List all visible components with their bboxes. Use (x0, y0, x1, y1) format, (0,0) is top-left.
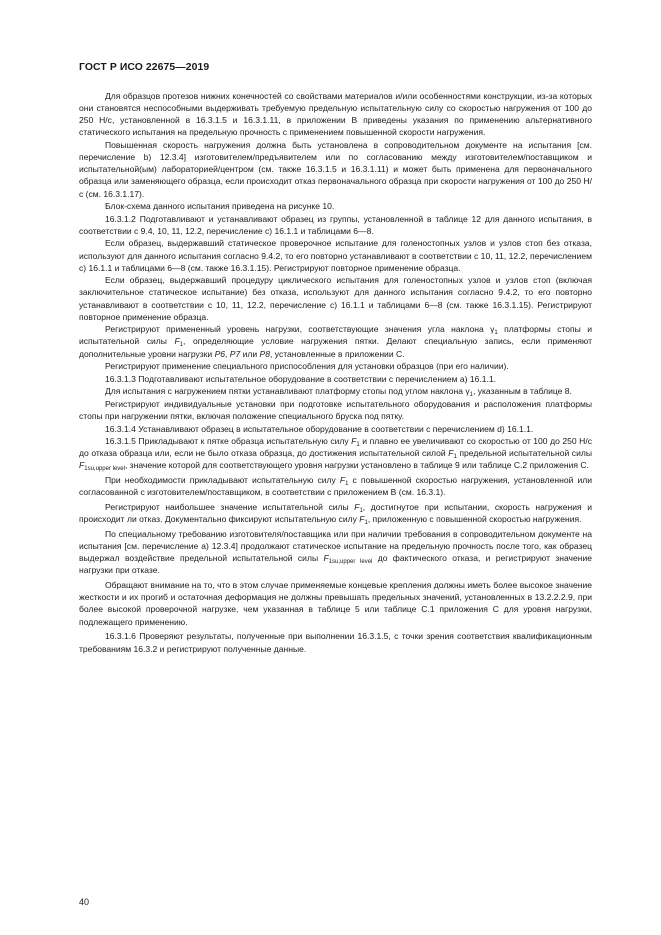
paragraph-16-3-1-4: 16.3.1.4 Устанавливают образец в испытательное оборудование в соответствии с перечислением d) 16.1.1. (105, 423, 534, 434)
paragraph-flowchart-ref: Блок-схема данного испытания приведена на рисунке 10. (105, 201, 335, 212)
paragraph-heel-platform-angle: Для испытания с нагружением пятки устанавливают платформу стопы под углом наклона $\gamma_1$, указанным в таблице 8. (105, 386, 572, 399)
paragraph-continue-to-failure: По специальному требованию изготовителя/поставщика или при наличии требования в сопроводительном документе на испытания [см. перечисление а) 12.3.4] продолжают статическое испытание на предельную прочность после того, как образец выдержал воздействие предельной испытательной силы $F_{1su,upper level}$ до фактического отказа, и регистрируют значение нагрузки при отказе. (79, 528, 592, 576)
paragraph-individual-settings: Регистрируют индивидуальные установки при подготовке испытательного оборудования и расположения платформы стопы при нагружении пятки, включая положение специального бруска под пятку. (79, 398, 592, 421)
paragraph-record-max-force: Регистрируют наибольшее значение испытательной силы $F_1$, достигнутое при испытании, скорость нагружения и происходит ли отказ. Документально фиксируют испытательную силу $F_1$, приложенную с повышенной скоростью нагружения. (79, 502, 593, 527)
paragraph-increased-rate: Повышенная скорость нагружения должна быть установлена в сопроводительном документе на испытания [см. перечисление b) 12.3.4] изготовителем/предъявителем или по согласованию между изготовителем/поставщиком и испытательной(ым) лабораторией/центром (см. также 16.3.1.5 и 16.3.1.11) и может быть применена для первоначального образца или заменяющего образца, если происходит отказ первоначального образца при скорости нагружения от 100 до 250 Н/с (см. 16.3.1.17). (79, 140, 592, 199)
paragraph-special-fixture: Регистрируют применение специального приспособления для установки образцов (при его наличии). (105, 361, 509, 372)
page-number: 40 (79, 897, 90, 907)
paragraph-end-attachments-note: Обращают внимание на то, что в этом случае применяемые концевые крепления должны иметь более высокое значение жесткости и их прогиб и остаточная деформация не должны превышать предельных значений, установленных в 13.2.2.2.9, при более высокой проверочной нагрузке, чем указанная в таблице 5 или таблице С.1 приложения С для уровня нагрузки, подлежащего применению. (79, 580, 592, 627)
paragraph-cyclic-reuse: Если образец, выдержавший процедуру циклического испытания для голеностопных узлов и узлов стоп (включая заключительное статическое испытание) без отказа, используют для данного испытания согласно 9.4.2, то его повторно устанавливают в соответствии с 10, 11, 12.2, перечисление с) 16.1.1 и таблицами 6—8 (см. также 16.3.1.15). Регистрируют повторное применение образца. (79, 275, 592, 322)
paragraph-increased-rate-apply: При необходимости прикладывают испытательную силу $F_1$ с повышенной скоростью нагружения, установленной или согласованной с изготовителем/поставщиком, в соответствии с приложением В (см. 16.3.1). (79, 475, 592, 498)
paragraph-16-3-1-5: 16.3.1.5 Прикладывают к пятке образца испытательную силу $F_1$ и плавно ее увеличивают со скоростью от 100 до 250 Н/с до отказа образца или, если не было отказа образца, до достижения испытательной силой $F_1$ предельной испытательной силы $F_{1su,upper level}$, значение которой для соответствующего уровня нагрузки установлено в таблице 9 или таблице С.2 приложения С. (79, 436, 592, 473)
document-body (79, 90, 592, 657)
paragraph-record-load-level: Регистрируют примененный уровень нагрузки, соответствующие значения угла наклона $\gamma_1$ платформы стопы и испытательной силы $F_1$, определяющие условие нагружения пятки. Делают специальную запись, если применяют дополнительные уровни нагрузки P6, P7 или P8, установленные в приложении С. (79, 324, 592, 359)
paragraph-16-3-1-6: 16.3.1.6 Проверяют результаты, полученные при выполнении 16.3.1.5, с точки зрения соответствия квалификационным требованиям 16.3.2 и регистрируют полученные данные. (79, 631, 592, 654)
paragraph-16-3-1-2: 16.3.1.2 Подготавливают и устанавливают образец из группы, установленной в таблице 12 для данного испытания, в соответствии с 9.4, 10, 11, 12.2, перечисление с) 16.1.1 и таблицами 6—8. (79, 213, 592, 236)
document-header: ГОСТ Р ИСО 22675—2019 (79, 62, 210, 73)
paragraph-alt-test-note: Для образцов протезов нижних конечностей со свойствами материалов и/или особенностями конструкции, из-за которых они становятся неспособными выдерживать требуемую предельную испытательную силу со скоростью нагружения от 100 до 250 Н/с, установленной в 16.3.1.5 и 16.3.1.11, в приложении В приведены указания по применению альтернативного статического испытания на предельную прочность с применением повышенной скорости нагружения. (79, 91, 592, 138)
paragraph-static-proof-reuse: Если образец, выдержавший статическое проверочное испытание для голеностопных узлов и узлов стоп без отказа, используют для данного испытания согласно 9.4.2, то его повторно устанавливают в соответствии с 10, 11, 12.2, перечислением с) 16.1.1 и таблицами 6—8 (см. также 16.3.1.15). Регистрируют повторное применение образца. (79, 238, 592, 273)
paragraph-16-3-1-3: 16.3.1.3 Подготавливают испытательное оборудование в соответствии с перечислением а) 16.1.1. (105, 373, 496, 384)
